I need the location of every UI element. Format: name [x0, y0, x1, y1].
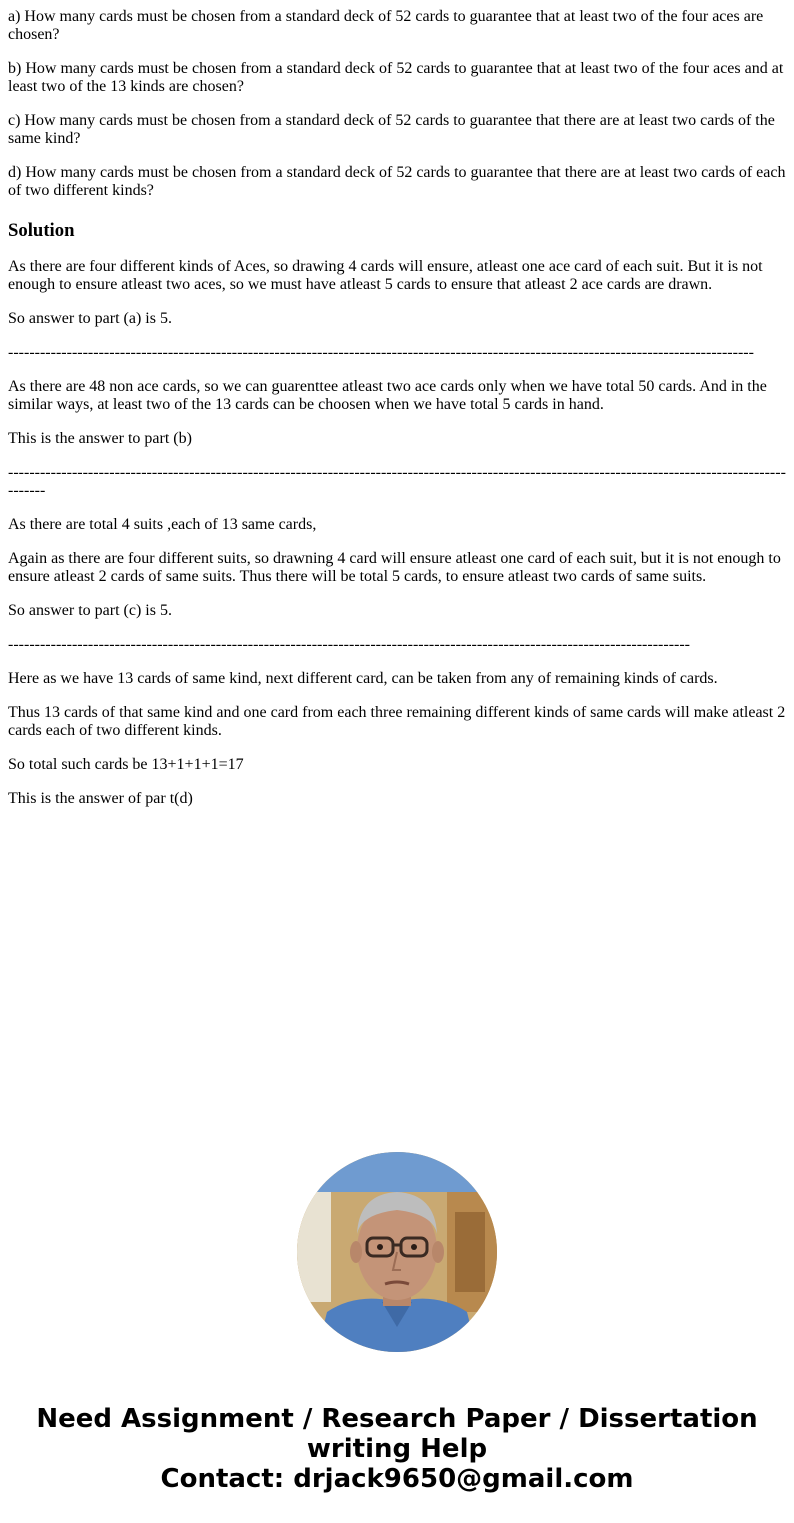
question-d: d) How many cards must be chosen from a standard deck of 52 cards to guarantee that there are at least two cards of each of two different kinds?	[8, 164, 786, 199]
footer-contact-email: Contact: drjack9650@gmail.com	[160, 1464, 634, 1494]
part-d-total: So total such cards be 13+1+1+1=17	[8, 756, 244, 773]
separator-3: --------------------------------------------------------------------------------------------------------------------------------	[8, 636, 690, 653]
author-portrait-image	[297, 1152, 497, 1352]
question-c: c) How many cards must be chosen from a standard deck of 52 cards to guarantee that there are at least two cards of the same kind?	[8, 112, 775, 147]
part-d-answer: This is the answer of par t(d)	[8, 790, 193, 807]
part-a-explanation: As there are four different kinds of Aces, so drawing 4 cards will ensure, atleast one ace card of each suit. But it is not enough to ensure atleast two aces, so we must have atleast 5 cards to ensure that atleast 2 ace cards are drawn.	[8, 258, 763, 293]
part-c-intro: As there are total 4 suits ,each of 13 same cards,	[8, 516, 317, 533]
contact-footer	[0, 1404, 794, 1494]
part-b-answer: This is the answer to part (b)	[8, 430, 192, 447]
part-d-intro: Here as we have 13 cards of same kind, next different card, can be taken from any of remaining kinds of cards.	[8, 670, 718, 687]
separator-2: ---------------------------------------------------------------------------------------------------------------------------------------------------------	[8, 464, 786, 499]
footer-line-2: writing Help	[306, 1434, 488, 1464]
separator-1: --------------------------------------------------------------------------------------------------------------------------------------------	[8, 344, 754, 361]
document-body	[8, 8, 786, 824]
part-d-explanation: Thus 13 cards of that same kind and one card from each three remaining different kinds of same cards will make atleast 2 cards each of two different kinds.	[8, 704, 786, 739]
author-avatar	[297, 1152, 497, 1352]
part-c-explanation: Again as there are four different suits, so drawning 4 card will ensure atleast one card of each suit, but it is not enough to ensure atleast 2 cards of same suits. Thus there will be total 5 cards, to ensure atleast two cards of same suits.	[8, 550, 781, 585]
part-b-explanation: As there are 48 non ace cards, so we can guarenttee atleast two ace cards only when we have total 50 cards. And in the similar ways, at least two of the 13 cards can be choosen when we have total 5 cards in hand.	[8, 378, 767, 413]
part-a-answer: So answer to part (a) is 5.	[8, 310, 172, 327]
question-a: a) How many cards must be chosen from a standard deck of 52 cards to guarantee that at least two of the four aces are chosen?	[8, 8, 764, 43]
solution-heading: Solution	[8, 220, 75, 241]
part-c-answer: So answer to part (c) is 5.	[8, 602, 172, 619]
footer-line-1: Need Assignment / Research Paper / Dissertation	[36, 1404, 758, 1434]
question-b: b) How many cards must be chosen from a standard deck of 52 cards to guarantee that at least two of the four aces and at least two of the 13 kinds are chosen?	[8, 60, 784, 95]
